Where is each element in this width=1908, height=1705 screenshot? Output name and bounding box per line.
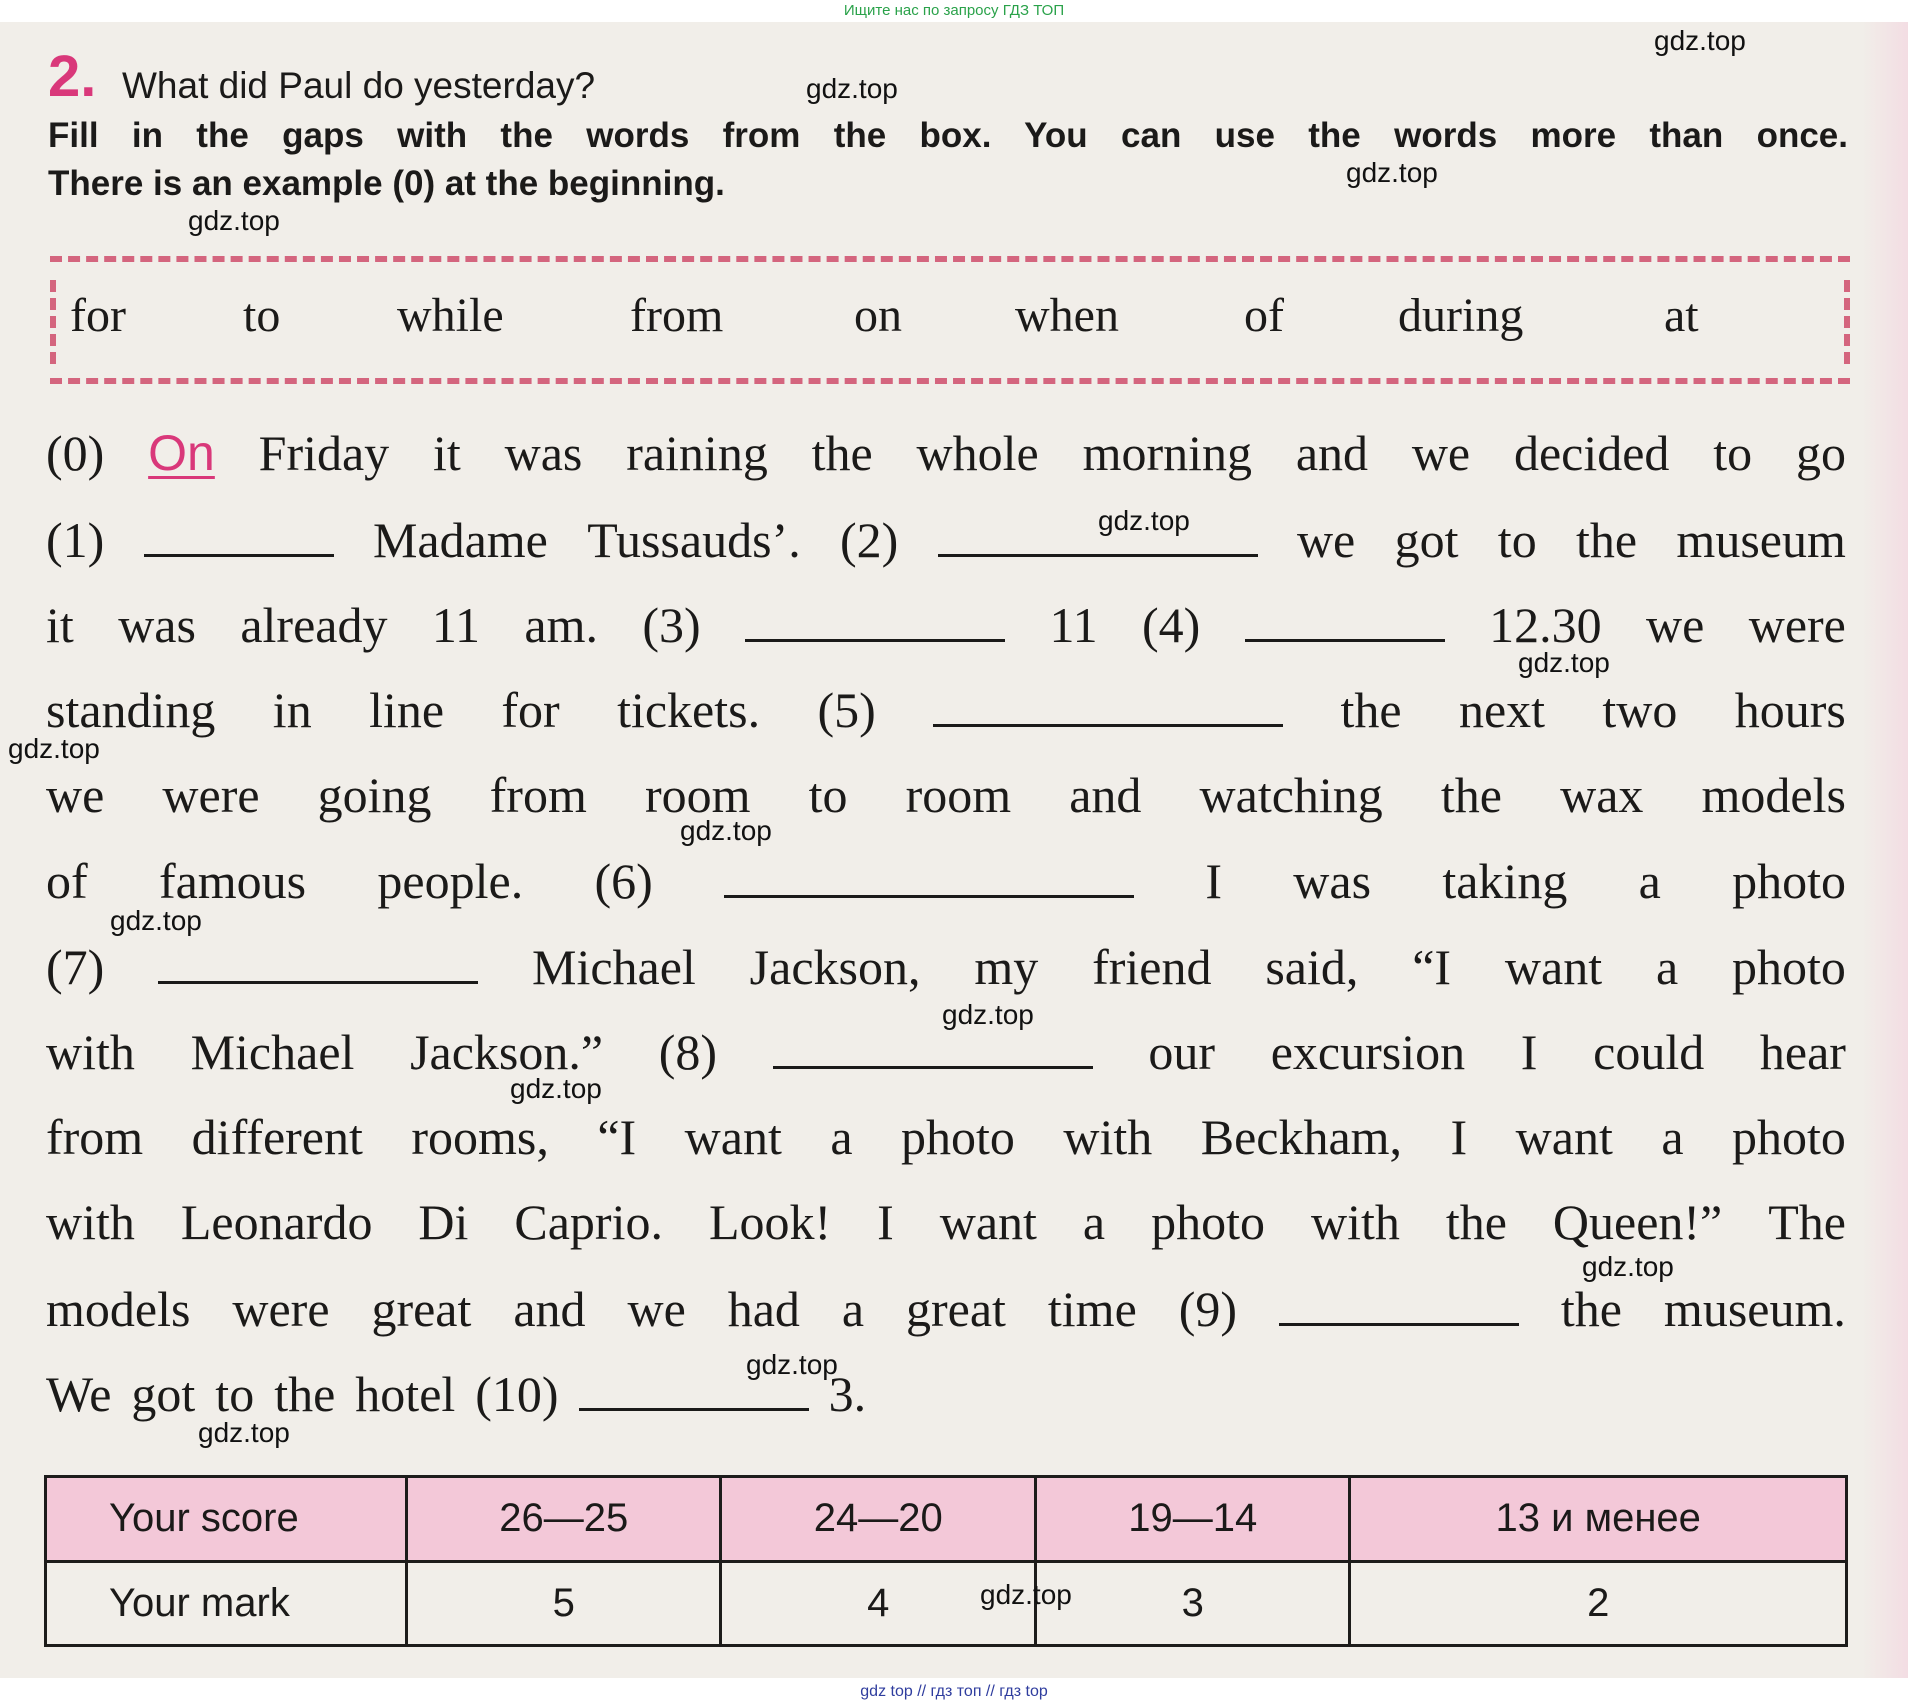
score-cell: 26—25 (407, 1477, 721, 1562)
text-word: with (1310, 1194, 1400, 1250)
text-word: models (1701, 767, 1846, 823)
text-word: people. (377, 853, 524, 909)
score-row (46, 1477, 1847, 1562)
text-word: and (513, 1281, 586, 1337)
text-word: were (162, 767, 260, 823)
text-word: We (46, 1366, 112, 1422)
text-word: the (811, 425, 873, 481)
text-word: to (215, 1366, 255, 1422)
answer-gap[interactable] (745, 591, 1005, 642)
text-line (46, 1360, 1846, 1426)
watermark-text: gdz.top (8, 733, 100, 764)
watermark-text: gdz.top (188, 205, 280, 236)
text-line (46, 420, 1846, 486)
text-word: (6) (594, 853, 653, 909)
text-word: from (489, 767, 587, 823)
text-word: was (1293, 853, 1372, 909)
task-number: 2. (48, 44, 97, 109)
text-word: (5) (817, 682, 876, 738)
text-word: a (830, 1109, 853, 1165)
answer-gap[interactable] (933, 676, 1283, 727)
mark-cell: 2 (1350, 1561, 1847, 1646)
text-word: next (1458, 682, 1546, 738)
text-word: (7) (46, 939, 105, 995)
text-word: I (877, 1194, 894, 1250)
text-word: whole (916, 425, 1039, 481)
text-word: it (46, 597, 74, 653)
text-word: from (46, 1109, 144, 1165)
text-word: of (46, 853, 88, 909)
text-word: “I (597, 1109, 637, 1165)
text-word: the (1440, 767, 1502, 823)
text-word: (3) (642, 597, 701, 653)
text-word: (2) (840, 512, 899, 568)
watermark-text: gdz.top (1582, 1251, 1674, 1282)
text-word: want (1504, 939, 1603, 995)
watermark-text: gdz.top (806, 73, 898, 104)
text-word: friend (1092, 939, 1212, 995)
text-word: the (1340, 682, 1402, 738)
text-word: 11 (431, 597, 481, 653)
top-banner[interactable]: Ищите нас по запросу ГДЗ ТОП (0, 0, 1908, 22)
score-table (44, 1475, 1848, 1647)
word-box-item: when (1015, 289, 1119, 342)
text-word: room (644, 767, 751, 823)
text-word: am. (524, 597, 598, 653)
text-word: 12.30 (1489, 597, 1602, 653)
text-word: Michael (532, 939, 696, 995)
text-word: line (369, 682, 445, 738)
text-word: a (1661, 1109, 1684, 1165)
text-word: Look! (708, 1194, 832, 1250)
text-word: I (1450, 1109, 1468, 1165)
word-box-item: for (70, 289, 126, 342)
text-word: great (371, 1281, 472, 1337)
word-box-item: on (854, 289, 902, 342)
text-word: photo (1732, 1109, 1846, 1165)
text-word: a (841, 1281, 865, 1337)
mark-cell: 4 (721, 1561, 1035, 1646)
text-word: Jackson.” (410, 1024, 604, 1080)
text-word: I (1520, 1024, 1538, 1080)
text-word: got (1394, 512, 1459, 568)
text-word: already (240, 597, 388, 653)
text-word: (10) (475, 1366, 559, 1422)
text-word: museum. (1663, 1281, 1846, 1337)
watermark-text: gdz.top (1518, 647, 1610, 678)
word-box-item: of (1244, 289, 1284, 342)
score-header: Your score (46, 1477, 407, 1562)
text-word: (8) (658, 1024, 718, 1080)
watermark-text: gdz.top (1654, 25, 1746, 56)
text-word: the (1445, 1194, 1507, 1250)
text-word: with (46, 1194, 135, 1250)
text-word: the (1560, 1281, 1622, 1337)
text-word: it (433, 425, 461, 481)
text-word: our (1148, 1024, 1216, 1080)
text-word: “I (1412, 939, 1452, 995)
text-word: photo (1731, 939, 1846, 995)
mark-cell: 5 (407, 1561, 721, 1646)
page-edge-tint (1862, 22, 1908, 1678)
text-word: we (1296, 512, 1356, 568)
watermark-text: gdz.top (980, 1579, 1072, 1610)
text-word: decided (1513, 425, 1670, 481)
text-word: we (46, 767, 105, 823)
text-word: photo (1732, 853, 1846, 909)
instruction-line-1: Fill in the gaps with the words from the box. You can use the words more than once. (48, 116, 1848, 155)
instruction-line-2: There is an example (0) at the beginning. (48, 164, 725, 203)
text-word: hear (1759, 1024, 1846, 1080)
text-word: said, (1265, 939, 1359, 995)
text-word: photo (900, 1109, 1015, 1165)
watermark-text: gdz.top (680, 815, 772, 846)
score-cell: 24—20 (721, 1477, 1035, 1562)
text-word: raining (626, 425, 768, 481)
text-word: two (1602, 682, 1678, 738)
task-question: What did Paul do yesterday? (122, 65, 596, 106)
watermark-text: gdz.top (1098, 505, 1190, 536)
text-word: could (1593, 1024, 1705, 1080)
mark-cell: 3 (1035, 1561, 1349, 1646)
text-word: excursion (1270, 1024, 1466, 1080)
text-line (46, 847, 1846, 913)
text-word: the (274, 1366, 336, 1422)
text-line (46, 762, 1846, 828)
score-cell: 13 и менее (1350, 1477, 1847, 1562)
text-word: go (1795, 425, 1846, 481)
word-box (50, 256, 1850, 384)
text-word: photo (1151, 1194, 1265, 1250)
text-word: going (317, 767, 432, 823)
text-word: Queen!” (1552, 1194, 1723, 1250)
text-word: we (1646, 597, 1705, 653)
text-word: wax (1560, 767, 1644, 823)
text-word: to (1713, 425, 1753, 481)
bottom-banner[interactable]: gdz top // гдз топ // гдз top (0, 1678, 1908, 1705)
answer-gap[interactable] (1245, 591, 1445, 642)
text-word: (4) (1142, 597, 1201, 653)
answer-gap[interactable] (158, 933, 478, 984)
word-box-item: to (243, 289, 281, 342)
text-word: a (1082, 1194, 1106, 1250)
text-word: my (974, 939, 1039, 995)
text-line (46, 676, 1846, 742)
word-box-item: from (630, 289, 724, 342)
text-word: hotel (355, 1366, 456, 1422)
text-word: want (684, 1109, 782, 1165)
answer-gap[interactable] (724, 847, 1134, 898)
text-word: Michael (190, 1024, 355, 1080)
text-word: in (272, 682, 312, 738)
text-word: to (1497, 512, 1537, 568)
text-line (46, 506, 1846, 572)
text-line (46, 1104, 1846, 1170)
text-word: want (1515, 1109, 1613, 1165)
text-word: room (905, 767, 1012, 823)
text-word: watching (1199, 767, 1383, 823)
mark-header: Your mark (46, 1561, 407, 1646)
text-word: the (1576, 512, 1638, 568)
text-word: great (906, 1281, 1006, 1337)
text-word: hours (1734, 682, 1846, 738)
text-word: Jackson, (749, 939, 921, 995)
text-word: we (627, 1281, 686, 1337)
text-word: Leonardo (180, 1194, 373, 1250)
text-word: Di (418, 1194, 469, 1250)
text-word: Caprio. (514, 1194, 663, 1250)
word-box-item: at (1664, 289, 1699, 342)
text-word: taking (1442, 853, 1568, 909)
text-word: a (1638, 853, 1661, 909)
watermark-text: gdz.top (1346, 157, 1438, 188)
text-line (46, 1275, 1846, 1341)
text-word: Friday (258, 425, 390, 481)
text-line (46, 1189, 1846, 1255)
text-word: to (808, 767, 848, 823)
answer-gap[interactable] (144, 506, 334, 557)
text-word: Beckham, (1200, 1109, 1403, 1165)
text-word: 3. (828, 1366, 867, 1422)
text-word: standing (46, 682, 216, 738)
text-word: with (1063, 1109, 1153, 1165)
text-word: and (1295, 425, 1369, 481)
text-word: were (1748, 597, 1846, 653)
watermark-text: gdz.top (942, 999, 1034, 1030)
answer-gap[interactable] (1279, 1275, 1519, 1326)
text-word: famous (158, 853, 307, 909)
text-word: rooms, (411, 1109, 549, 1165)
text-line (46, 933, 1846, 999)
text-word: time (1047, 1281, 1137, 1337)
text-word: tickets. (617, 682, 761, 738)
word-box-item: during (1398, 289, 1524, 342)
watermark-text: gdz.top (198, 1417, 290, 1448)
text-word: (9) (1178, 1281, 1238, 1337)
text-word: and (1069, 767, 1142, 823)
text-word: got (131, 1366, 196, 1422)
text-word: The (1768, 1194, 1846, 1250)
text-word: a (1655, 939, 1679, 995)
text-word: 11 (1049, 597, 1098, 653)
watermark-text: gdz.top (746, 1349, 838, 1380)
text-word: Tussauds’. (587, 512, 801, 568)
text-word: for (501, 682, 560, 738)
text-word: models (46, 1281, 191, 1337)
text-word: we (1411, 425, 1471, 481)
text-word: were (232, 1281, 330, 1337)
score-cell: 19—14 (1035, 1477, 1349, 1562)
text-word: with (46, 1024, 135, 1080)
text-word: morning (1082, 425, 1252, 481)
mark-row (46, 1561, 1847, 1646)
answer-gap[interactable] (773, 1018, 1093, 1069)
text-word: was (504, 425, 583, 481)
text-word: I (1205, 853, 1223, 909)
text-word: (1) (46, 512, 105, 568)
text-word: (0) (46, 425, 105, 481)
text-word: want (939, 1194, 1037, 1250)
example-answer: On (148, 425, 215, 481)
text-word: museum (1676, 512, 1846, 568)
watermark-text: gdz.top (510, 1073, 602, 1104)
watermark-text: gdz.top (110, 905, 202, 936)
word-box-item: while (397, 289, 504, 342)
text-word: was (118, 597, 196, 653)
text-word: different (191, 1109, 363, 1165)
text-word: Madame (372, 512, 548, 568)
text-word: had (727, 1281, 800, 1337)
